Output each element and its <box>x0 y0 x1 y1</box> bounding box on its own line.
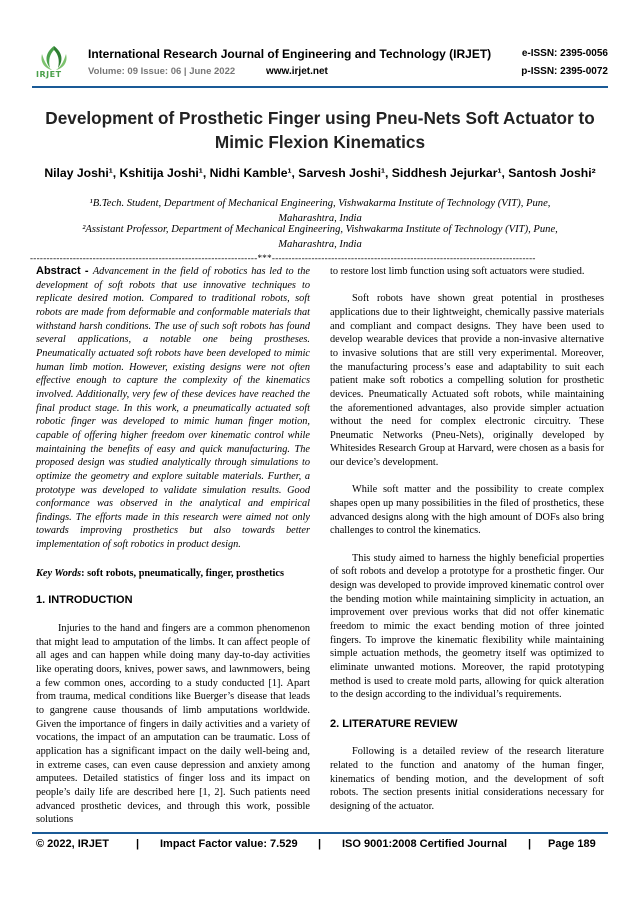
footer-iso: ISO 9001:2008 Certified Journal <box>342 838 508 850</box>
footer-impact-factor: Impact Factor value: 7.529 <box>160 838 298 850</box>
p-issn: p-ISSN: 2395-0072 <box>521 66 608 77</box>
footer-copyright: © 2022, IRJET <box>36 838 109 850</box>
footer-separator: | <box>136 838 140 850</box>
keywords-text: : soft robots, pneumatically, finger, prosthetics <box>81 567 284 579</box>
abstract <box>36 265 310 552</box>
footer-separator: | <box>318 838 322 850</box>
journal-website-link[interactable]: www.irjet.net <box>266 66 328 77</box>
section-heading-introduction: 1. INTRODUCTION <box>36 594 133 607</box>
abstract-text: Advancement in the field of robotics has led to the development of soft robots that use innovative techniques to replicate desired motion. Compared to traditional robots, soft robots are made from deformable and conformable materials that withstand harsh conditions. The use of such soft robots has found several applications, a notable one being prostheses. Pneumatically actuated soft robots have been developed to mimic human limb motion. However, existing designs were not often effective enough to capture the complexity of the kinematics involved. Additionally, very few of these devices have reached the final product stage. In this work, a pneumatically actuated soft robotic finger was developed to mimic human finger motion, capable of offering higher freedom over kinematic control while maintaining the benefits of easy and quick manufacturing. The proposed design was studied analytically through simulations to optimize the geometry and explore suitable materials. Further, a prototype was developed to validate simulation results. Good conformance was observed in the analytical and empirical findings. The efforts made in this research were aimed not only towards improving prosthetics but also towards better implementation of soft robotics in product design. <box>36 266 310 551</box>
section-heading-literature-review: 2. LITERATURE REVIEW <box>330 717 458 730</box>
intro-paragraph-1-continued: to restore lost limb function using soft actuators were studied. <box>330 266 585 277</box>
section-separator: ---------------------------------------------------------------------***-------------------------------------------------------------------------------- <box>30 253 536 263</box>
footer-page-number: Page 189 <box>548 838 596 850</box>
intro-paragraph-3: While soft matter and the possibility to create complex shapes open up many possibilities in the filed of prosthetics, these advanced designs along with the high amount of DOFs also bring challenges to control the kinematics. <box>330 484 604 537</box>
abstract-label: Abstract - <box>36 265 93 277</box>
intro-paragraph-2: Soft robots have shown great potential in prostheses applications due to their lightweight, chemically passive materials and compliant and compact designs. They have been used to develop wearable devices that provide a non-invasive alternative to invasive solutions that are still very experimental. Moreover, the manufacturing process’s ease and adaptability to suit each patient make soft robotics a compelling solution for prosthetic devices. Pneumatically Actuated soft robots, while maintaining the aforementioned advantages, also provide simpler actuation without the need for complex electronic circuitry. These Pneumatic Networks (Pneu-Nets), originally developed by Whitesides Research Group at Harvard, were chosen as a basis for our device’s development. <box>330 293 604 469</box>
journal-name: International Research Journal of Engineering and Technology (IRJET) <box>88 47 492 61</box>
intro-paragraph-4: This study aimed to harness the highly beneficial properties of soft robots and develop a prototype for a prosthetic finger. Our design was developed to provide improved kinematic control over the bending motion while maintaining simplicity in actuation, an improvement over previous works that did not offer kinematic freedom to mimic the exact bending motion of three jointed fingers. To improve the kinematic flexibility while maintaining simple actuation methods, the geometry itself was optimized to eliminate unwanted motions. Moreover, the rapid prototyping method is used to create mold parts, allowing for quick alteration to the design according to the individual’s requirements. <box>330 552 604 701</box>
paper-title: Development of Prosthetic Finger using Pneu-Nets Soft Actuator to Mimic Flexion Kinematics <box>45 108 595 152</box>
left-column <box>36 265 310 827</box>
affiliation-2: ²Assistant Professor, Department of Mechanical Engineering, Vishwakarma Institute of Technology (VIT), Pune, Maharashtra, India <box>82 224 558 250</box>
volume-issue: Volume: 09 Issue: 06 | June 2022 <box>88 66 236 77</box>
right-column <box>330 265 604 814</box>
intro-paragraph-1: Injuries to the hand and fingers are a common phenomenon that might lead to amputation of the limbs. It can affect people of all ages and can happen while doing many day-to-day activities like operating doors, knives, power saws, and lawnmowers, being a few common ones, according to a study conducted [1]. Apart from trauma, medical conditions like Buerger’s disease that leads to gangrene cause thousands of limb amputations worldwide. Given the importance of fingers in daily activities and a variety of vocations, the impact of an amputation can be traumatic. Loss of application has a significant impact on the daily well-being and, in extreme cases, can even cause depression and anxiety among amputees. Detailed statistics of finger loss and its impact on people’s daily life are described here [1, 2]. Such patients need advanced prosthetic devices, and through this work, possible solutions <box>36 623 310 826</box>
journal-header <box>36 44 608 84</box>
header-rule <box>32 86 608 88</box>
author-list: Nilay Joshi¹, Kshitija Joshi¹, Nidhi Kamble¹, Sarvesh Joshi¹, Siddhesh Jejurkar¹, Santosh Joshi² <box>44 166 596 180</box>
keywords <box>36 567 310 581</box>
keywords-label: Key Words <box>36 567 82 579</box>
logo-text: IRJET <box>36 70 62 79</box>
literature-paragraph-1: Following is a detailed review of the research literature related to the function and anatomy of the human finger, kinematics of bending motion, and the development of soft robots. The section presents initial considerations necessary for designing of the actuator. <box>330 746 604 813</box>
e-issn: e-ISSN: 2395-0056 <box>521 48 608 59</box>
footer-separator: | <box>528 838 532 850</box>
affiliation-1: ¹B.Tech. Student, Department of Mechanical Engineering, Vishwakarma Institute of Technology (VIT), Pune, Maharashtra, India <box>89 198 551 224</box>
footer-rule <box>32 832 608 834</box>
